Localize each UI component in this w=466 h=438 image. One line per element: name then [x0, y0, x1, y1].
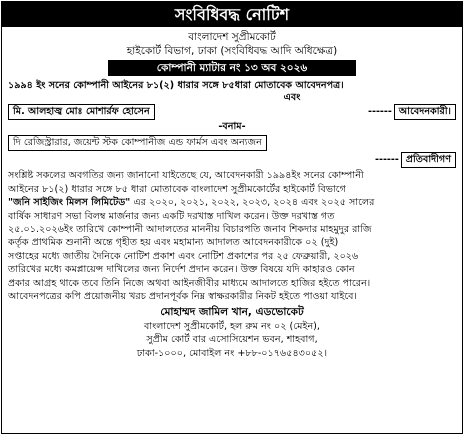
respondent-name: দি রেজিস্ট্রারার, জয়েন্ট স্টক কোম্পানীজ এন্ড ফার্মস এবং অন্যজন	[8, 135, 267, 151]
company-name: "জনি সাইজিং মিলস লিমিটেড"	[8, 197, 131, 209]
body-line	[8, 196, 456, 209]
body-line-rest: এর ২০২০, ২০২১, ২০২২, ২০২৩, ২০২৪ এবং ২০২৫ সালের	[130, 197, 375, 209]
body-line: তারিখের মধ্যে কমপ্লায়েন্স দাখিলের জন্য নির্দেশ প্রদান করেন। উক্ত বিষয়ে যদি কাহারও কোন	[8, 264, 355, 276]
applicant-dashes: ------	[367, 106, 392, 118]
petition-intro: ১৯৯৪ ইং সনের কোম্পানী আইনের ৮১(২) ধারার সঙ্গে ৮৫ধারা মোতাবেক আবেদনপত্র।	[8, 80, 344, 91]
body-line: সপ্তাহের মধ্যে জাতীয় দৈনিকে নোটিশ প্রকাশ এবং নোটিশ প্রকাশের পর ২৫ ফেব্রুয়ারী, ২০২৬	[8, 250, 359, 262]
respondent-role-row	[2, 151, 462, 168]
respondent-row	[2, 134, 462, 151]
respondent-role: প্রতিবাদীগণ	[401, 152, 456, 168]
advocate-contact-line: ঢাকা-১০০০, মোবাইল নং +৮৮-০১৭৬৫৪৩০৫২।	[136, 347, 328, 359]
respondent-dashes: ------	[374, 154, 399, 166]
advocate-address-line: সুপ্রীম কোর্ট বার এসোসিয়েশন ভবন, শাহবাগ,	[146, 334, 318, 346]
applicant-role: আবেদনকারী।	[394, 104, 456, 120]
body-line: আইনের ৮১(২) ধারার সঙ্গে ৮৫ ধারা মোতাবেক বাংলাদেশ সুপ্রীমকোর্টের হাইকোর্ট বিভাগে	[8, 183, 346, 195]
body-line: আবেদনপত্রের কপি প্রয়োজনীয় খরচ প্রদানপূর্বক নিম্ন স্বাক্ষরকারীর নিকট হইতে পাওয়া যাইবে।	[8, 291, 357, 303]
matter-number: কোম্পানী ম্যাটার নং ১৩ অব ২০২৬	[108, 60, 356, 76]
notice-body	[2, 169, 462, 303]
applicant-row	[2, 103, 462, 120]
notice-title: সংবিধিবদ্ধ নোটিশ	[2, 2, 462, 27]
body-line: সংশ্লিষ্ট সকলের অবগতির জন্য জানানো যাইতেছে যে, আবেদনকারী ১৯৯৪ইং সনের কোম্পানী	[8, 170, 364, 182]
court-name: বাংলাদেশ সুপ্রীমকোর্ট	[188, 31, 276, 43]
advocate-name: মোহাম্মদ জামিল খান, এডভোকেট	[160, 306, 304, 319]
body-line: বার্ষিক সাধারণ সভা বিলম্ব মার্জনার জন্য একটি দরখাস্ত দাখিল করেন। উক্ত দরখাস্ত গত	[8, 210, 335, 222]
body-line: প্রকার আগ্রহ থাকে তবে তিনি নিজে অথবা আইনজীবীর মাধ্যমে আদালতে হাজির হইতে পারেন।	[8, 277, 371, 289]
and-label: এবং	[283, 92, 301, 104]
body-line: কর্তৃক প্রাথমিক শুনানী অন্তে গৃহীত হয় এবং মহামান্য আদালত আবেদনকারীকে ০২ (দুই)	[8, 237, 339, 249]
advocate-address-line: বাংলাদেশ সুপ্রীমকোর্ট, হল রুম নং ০২ (মেইন),	[144, 320, 320, 332]
notice-container	[1, 1, 463, 434]
applicant-name: মি. আলহাজ্ব মোঃ মোশার্রফ হোসেন	[8, 104, 155, 120]
body-line: ২৫.০১.২০২৬ইং তারিখে কোম্পানী আদালতের মাননীয় বিচারপতি জনাব শিকদার মাহমুদুর রাজি	[8, 224, 372, 236]
applicant-role-group	[368, 104, 456, 120]
court-division: হাইকোর্ট বিভাগ, ঢাকা (সংবিধিবদ্ধ আদি অধিক্ষেত্র)	[126, 45, 338, 57]
versus-label: -বনাম-	[218, 121, 246, 133]
